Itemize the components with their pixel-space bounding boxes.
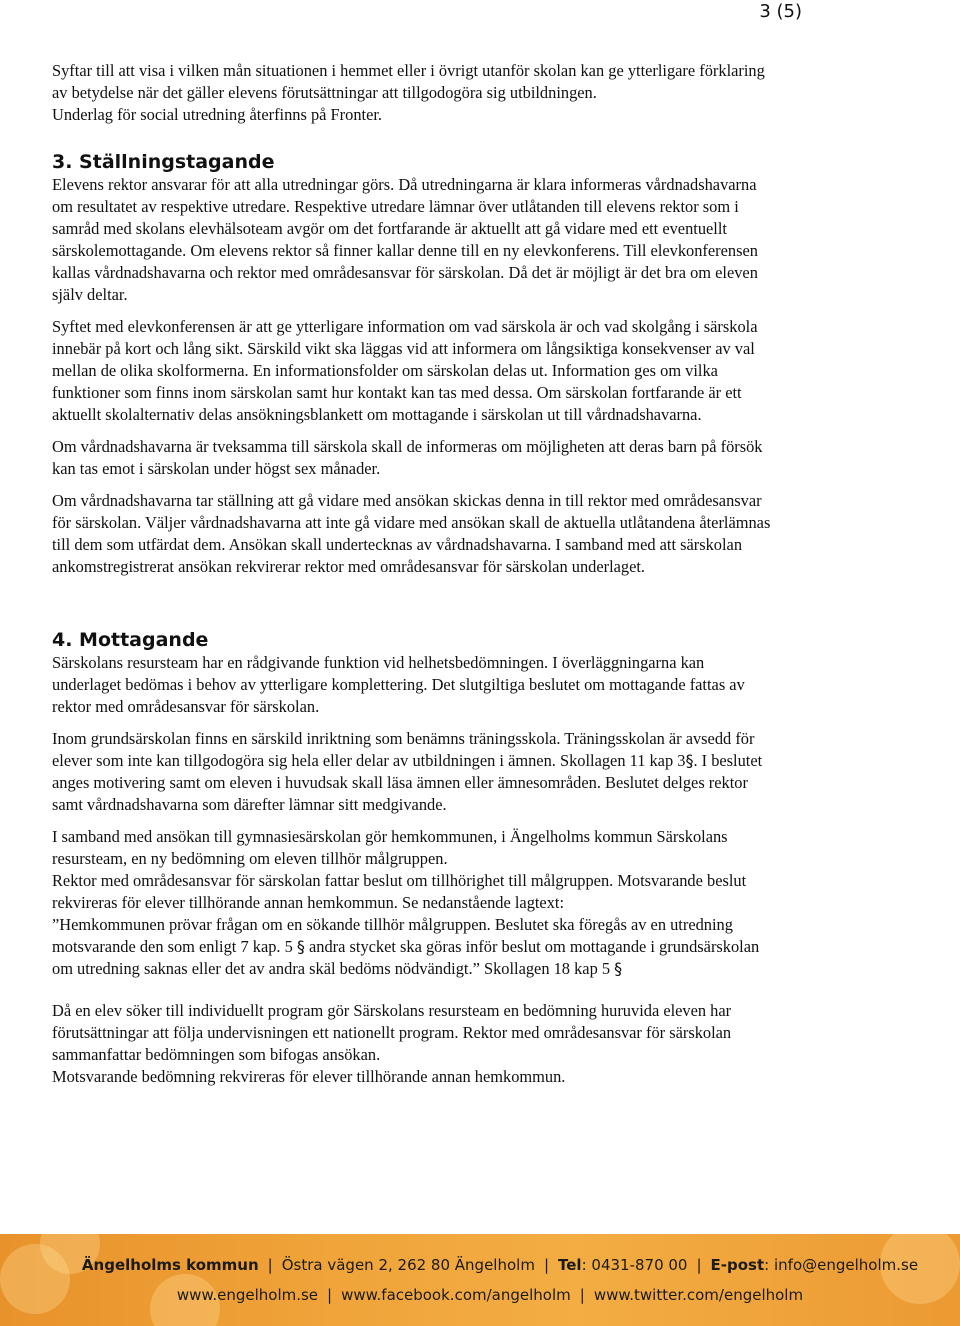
text-line: till dem som utfärdat dem. Ansökan skall undertecknas av vårdnadshavarna. I samband med att särskolan [52, 535, 743, 554]
text-line: kallas vårdnadshavarna och rektor med områdesansvar för särskolan. Då det är möjligt är det bra om eleven [52, 263, 758, 282]
section-3-heading: 3. Ställningstagande [52, 151, 275, 173]
footer-web-link[interactable]: www.engelholm.se [176, 1286, 319, 1304]
footer-tel: 0431-870 00 [591, 1256, 688, 1274]
section-4-paragraph-3 [52, 826, 878, 980]
text-line [52, 750, 878, 772]
footer-twitter-link[interactable]: www.twitter.com/engelholm [593, 1286, 804, 1304]
text-line: innebär på kort och lång sikt. Särskild vikt ska läggas vid att informera om långsiktiga konsekvenser av val [52, 339, 755, 358]
footer-web-line [10, 1286, 960, 1304]
text-line: själv deltar. [52, 285, 128, 304]
law-quote-line: ”Hemkommunen prövar frågan om en sökande tillhör målgruppen. Beslutet ska föregås av en utredning [52, 915, 733, 934]
section-4-paragraph-1 [52, 652, 878, 718]
footer-contact-line: Ängelholms kommun | Östra vägen 2, 262 80 Ängelholm | Tel: 0431-870 00 | E-post: info@engelholm.se [81, 1256, 919, 1274]
text-line: för särskolan. Väljer vårdnadshavarna att inte gå vidare med ansökan skall de aktuella utlåtandena återlämnas [52, 513, 771, 532]
text-line: resursteam, en ny bedömning om eleven tillhör målgruppen. [52, 849, 448, 868]
text-line: underlaget bedömas i behov av ytterligare komplettering. Det slutgiltiga beslutet om mottagande fattas av [52, 675, 745, 694]
footer-tel-label: Tel [558, 1256, 582, 1274]
text-line: sammanfattar bedömningen som bifogas ansökan. [52, 1045, 381, 1064]
text-line: samt vårdnadshavarna som därefter lämnar sitt medgivande. [52, 795, 447, 814]
document-body [52, 60, 878, 1098]
text-line: om resultatet av respektive utredare. Respektive utredare lämnar över utlåtanden till elevens rektor som i [52, 197, 739, 216]
text-line: rektor med områdesansvar för särskolan. [52, 697, 320, 716]
text-line: Inom grundsärskolan finns en särskild inriktning som benämns träningsskola. Träningsskolan är avsedd för [52, 729, 755, 748]
text-line: funktioner som finns inom särskolan samt hur kontakt kan tas med dessa. Om särskolan fortfarande är ett [52, 383, 742, 402]
text-line: Syftet med elevkonferensen är att ge ytterligare information om vad särskola är och vad skolgång i särskola [52, 317, 758, 336]
text-line: kan tas emot i särskolan under högst sex månader. [52, 459, 381, 478]
footer-address: Östra vägen 2, 262 80 Ängelholm [281, 1256, 535, 1274]
section-4-paragraph-4 [52, 1000, 878, 1088]
section-3-paragraph-2 [52, 316, 878, 426]
text-line: I samband med ansökan till gymnasiesärskolan gör hemkommunen, i Ängelholms kommun Särskolans [52, 827, 728, 846]
intro-paragraph [52, 60, 878, 126]
section-3-paragraph-1 [52, 174, 878, 306]
footer-org: Ängelholms kommun [81, 1256, 259, 1274]
text-line: ankomstregistrerat ansökan rekvirerar rektor med områdesansvar för särskolan underlaget. [52, 557, 646, 576]
text-line: förutsättningar att följa undervisningen ett nationellt program. Rektor med områdesansvar för särskolan [52, 1023, 732, 1042]
text-line: samråd med skolans elevhälsoteam avgör om det fortfarande är aktuellt att gå vidare med ett eventuellt [52, 219, 727, 238]
text-fragment: motsvarande den som enligt 7 kap. 5 [52, 937, 293, 956]
section-sign: § [296, 937, 305, 956]
text-line: Motsvarande bedömning rekvireras för elever tillhörande annan hemkommun. [52, 1067, 566, 1086]
footer-email-label: E-post [710, 1256, 765, 1274]
text-line: Syftar till att visa i vilken mån situationen i hemmet eller i övrigt utanför skolan kan ge ytterligare förklaring [52, 61, 765, 80]
footer-separator: | [696, 1256, 702, 1274]
text-fragment: om utredning saknas eller det av andra skäl bedöms nödvändigt.” Skollagen 18 kap 5 [52, 959, 611, 978]
footer-band [0, 1234, 960, 1326]
text-line: Då en elev söker till individuellt program gör Särskolans resursteam en bedömning huruvida eleven har [52, 1001, 732, 1020]
footer-separator: | [267, 1256, 273, 1274]
footer-separator: | [543, 1256, 550, 1274]
page-number: 3 (5) [759, 1, 802, 22]
text-line: särskolemottagande. Om elevens rektor så finner kallar denne till en ny elevkonferens. Till elevkonferensen [52, 241, 758, 260]
text-line: Rektor med områdesansvar för särskolan fattar beslut om tillhörighet till målgruppen. Motsvarande beslut [52, 871, 747, 890]
text-line: Om vårdnadshavarna tar ställning att gå vidare med ansökan skickas denna in till rektor med områdesansvar [52, 491, 762, 510]
section-3-paragraph-3 [52, 436, 878, 480]
text-line: mellan de olika skolformerna. En informationsfolder om särskolan delas ut. Information ges om vilka [52, 361, 718, 380]
section-sign: § [685, 751, 694, 770]
text-line: rekvireras för elever tillhörande annan hemkommun. Se nedanstående lagtext: [52, 893, 565, 912]
footer-email-link[interactable]: info@engelholm.se [774, 1256, 919, 1274]
text-line: av betydelse när det gäller elevens förutsättningar att tillgodogöra sig utbildningen. [52, 83, 597, 102]
footer-facebook-link[interactable]: www.facebook.com/angelholm [341, 1286, 571, 1304]
text-fragment: elever som inte kan tillgodogöra sig hela eller delar av utbildningen i ämnen. Skollagen 11 kap 3 [52, 751, 686, 770]
section-4-paragraph-2 [52, 728, 878, 816]
section-4-heading: 4. Mottagande [52, 629, 209, 651]
law-quote-line [52, 958, 878, 980]
section-sign: § [614, 959, 623, 978]
text-line: Underlag för social utredning återfinns på Fronter. [52, 105, 382, 124]
footer-separator: | [579, 1286, 585, 1304]
text-line: aktuellt skolalternativ delas ansökningsblankett om mottagande i särskolan ut till vårdnadshavarna. [52, 405, 702, 424]
footer-separator: | [327, 1286, 333, 1304]
text-line: Elevens rektor ansvarar för att alla utredningar görs. Då utredningarna är klara informeras vårdnadshavarna [52, 175, 757, 194]
text-line: anges motivering samt om eleven i huvudsak skall läsa ämnen eller ämnesområden. Beslutet delges rektor [52, 773, 748, 792]
law-quote-line [52, 936, 878, 958]
text-line: Om vårdnadshavarna är tveksamma till särskola skall de informeras om möjligheten att deras barn på försök [52, 437, 763, 456]
section-3-paragraph-4 [52, 490, 878, 578]
text-line: Särskolans resursteam har en rådgivande funktion vid helhetsbedömningen. I överläggningarna kan [52, 653, 705, 672]
text-fragment: . I beslutet [693, 751, 763, 770]
text-fragment: andra stycket ska göras inför beslut om mottagande i grundsärskolan [304, 937, 760, 956]
